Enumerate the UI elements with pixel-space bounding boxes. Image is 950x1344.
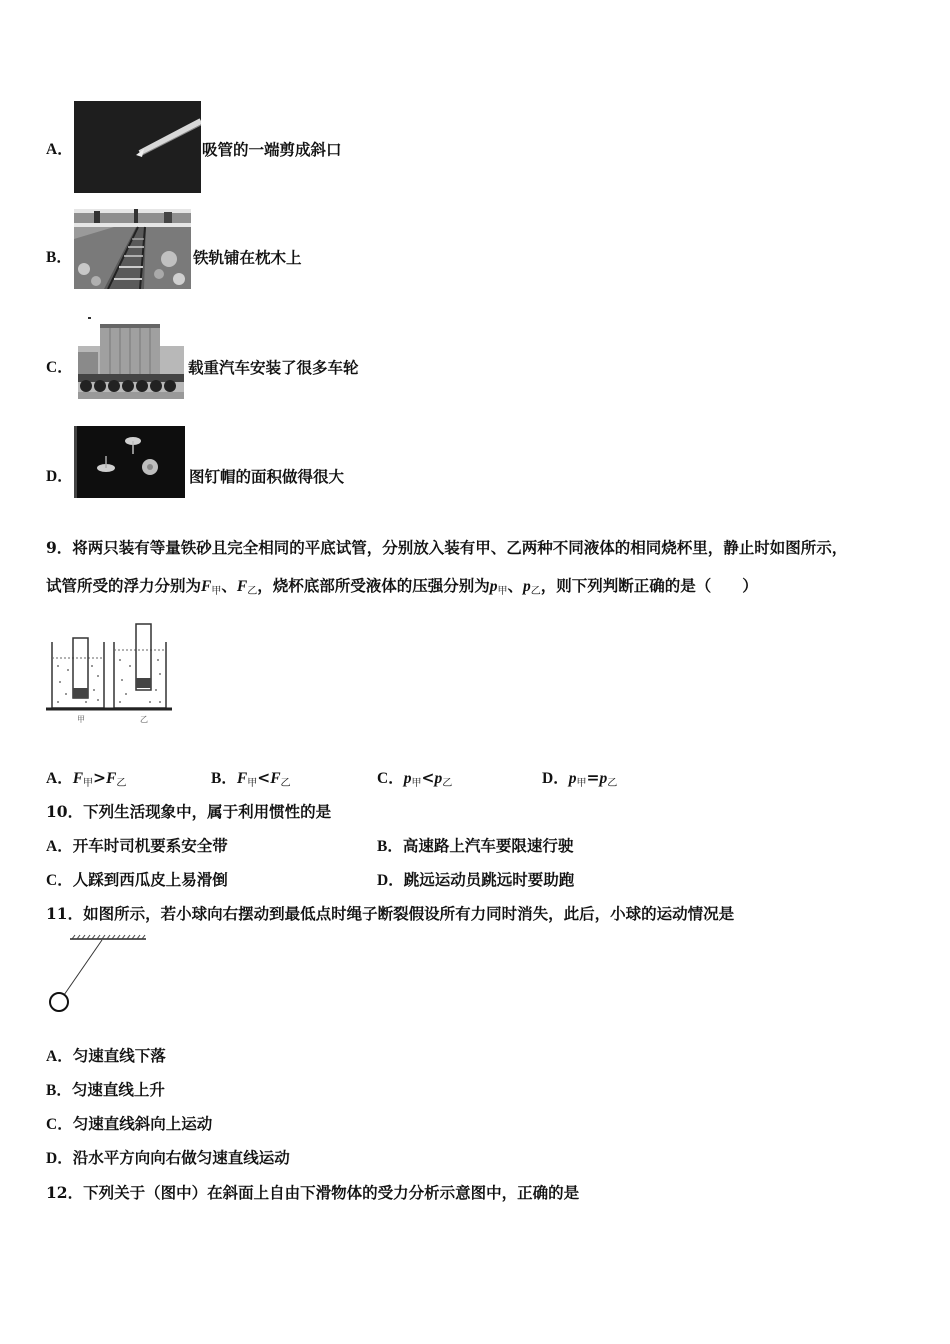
option-label: B． (46, 249, 72, 266)
q9-option-d: D．$p_甲=p_乙$ (542, 768, 618, 789)
option-text: 图钉帽的面积做得很大 (189, 467, 345, 486)
q11-stem: 11．如图所示，若小球向右摆动到最低点时绳子断裂假设所有力同时消失，此后，小球的运动情况是 (46, 904, 735, 923)
option-text: 铁轨铺在枕木上 (193, 248, 302, 267)
q10-option-c: C．人踩到西瓜皮上易滑倒 (46, 870, 228, 889)
q12-stem: 12．下列关于（图中）在斜面上自由下滑物体的受力分析示意图中，正确的是 (46, 1183, 580, 1202)
q10-stem: 10．下列生活现象中，属于利用惯性的是 (46, 802, 332, 821)
railway-photo-icon (74, 209, 191, 289)
q11-option-c: C．匀速直线斜向上运动 (46, 1114, 213, 1133)
q9-option-a: A．$F_甲>F_乙$ (46, 768, 127, 789)
fig-label-jia: 甲 (77, 715, 85, 724)
beakers-figure (46, 620, 172, 726)
q10-option-d: D．跳远运动员跳远时要助跑 (377, 870, 575, 889)
straw-photo-icon (74, 101, 201, 193)
truck-photo-icon (78, 316, 184, 399)
option-text: 吸管的一端剪成斜口 (202, 140, 342, 159)
fig-label-yi: 乙 (140, 715, 148, 724)
q9-stem-line1: 9．将两只装有等量铁砂且完全相同的平底试管，分别放入装有甲、乙两种不同液体的相同烧杯里，静止时如图所示， (46, 538, 848, 557)
q9-option-b: B．$F_甲<F_乙$ (211, 768, 291, 789)
option-label: A． (46, 141, 73, 158)
q11-option-d: D．沿水平方向向右做匀速直线运动 (46, 1148, 290, 1167)
option-label: C． (46, 359, 73, 376)
option-text: 载重汽车安装了很多车轮 (188, 358, 359, 377)
thumbtack-photo-icon (74, 426, 185, 498)
option-label: D． (46, 468, 73, 485)
q10-option-b: B．高速路上汽车要限速行驶 (377, 836, 574, 855)
q9-option-c: C．$p_甲<p_乙$ (377, 768, 453, 789)
q11-option-b: B．匀速直线上升 (46, 1080, 165, 1099)
pendulum-figure (44, 934, 148, 1016)
q11-option-a: A．匀速直线下落 (46, 1046, 166, 1065)
q10-option-a: A．开车时司机要系安全带 (46, 836, 228, 855)
q9-stem-line2: 试管所受的浮力分别为$F_甲$、$F_乙$，烧杯底部所受液体的压强分别为$p_甲$、$p_乙$，则下列判断正确的是（ ） (46, 576, 758, 597)
